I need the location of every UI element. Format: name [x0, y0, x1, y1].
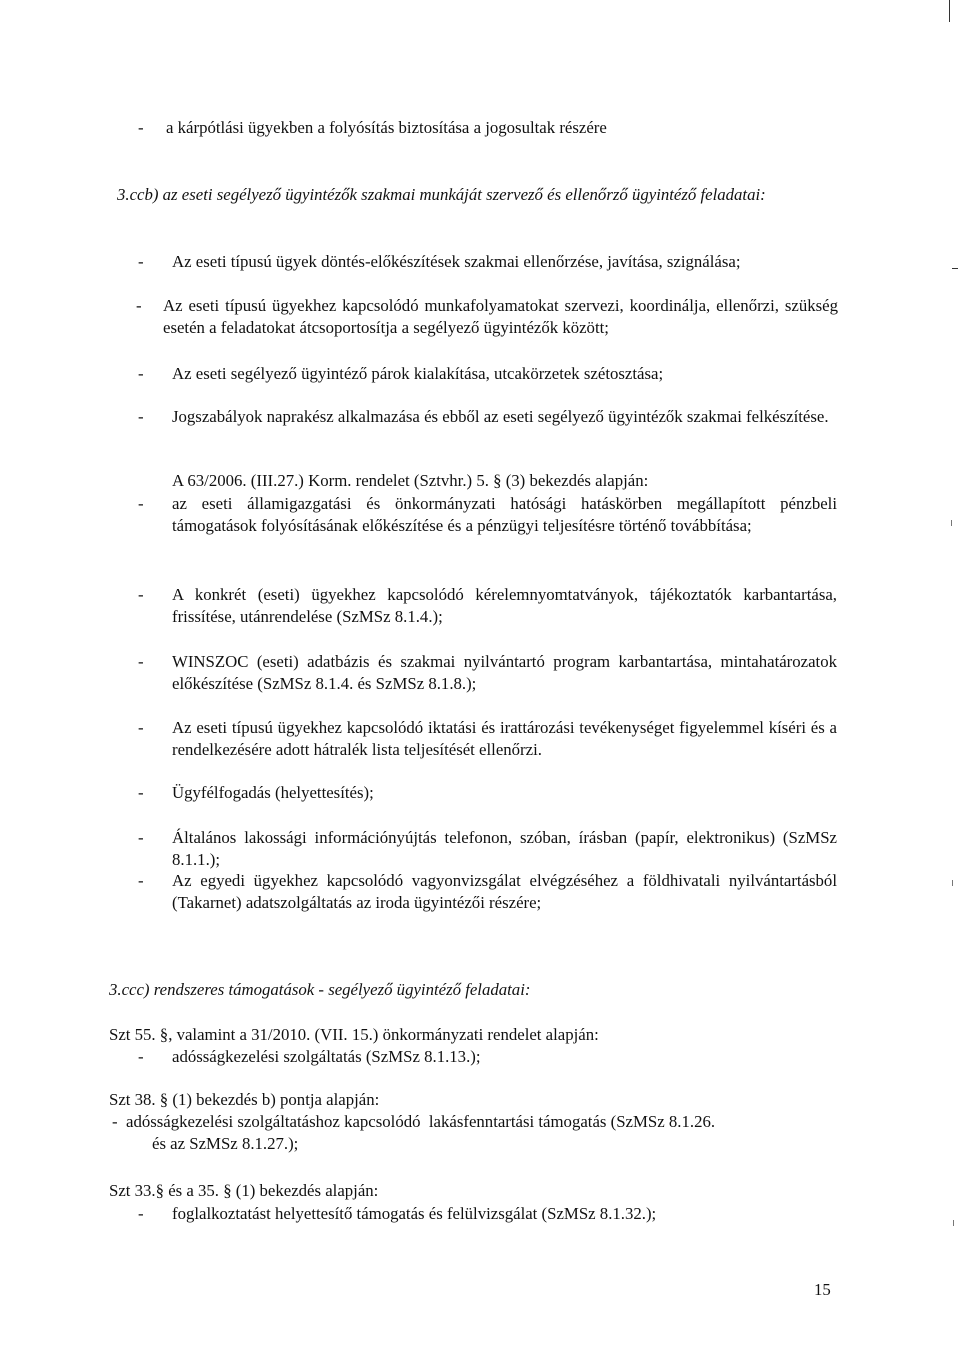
list-item: Jogszabályok naprakész alkalmazása és ebből az eseti segélyező ügyintézők szakmai felkészítése.	[172, 407, 829, 426]
bullet-dash: -	[138, 871, 144, 890]
legal-reference: Szt 33.§ és a 35. § (1) bekezdés alapján:	[109, 1181, 379, 1200]
section-heading: 3.ccb) az eseti segélyező ügyintézők szakmai munkáját szervező és ellenőrző ügyintéző feladatai:	[117, 185, 766, 204]
bullet-dash: -	[112, 1112, 118, 1131]
bullet-dash: -	[138, 407, 144, 426]
bullet-dash: -	[138, 783, 144, 802]
scan-edge-mark	[951, 520, 952, 526]
list-item-continuation: és az SzMSz 8.1.27.);	[152, 1134, 299, 1153]
list-item: Az egyedi ügyekhez kapcsolódó vagyonvizsgálat elvégzéséhez a földhivatali nyilvántartásból (Takarnet) adatszolgáltatás az iroda ügyintézői részére;	[172, 871, 837, 912]
bullet-dash: -	[138, 1047, 144, 1066]
bullet-dash: -	[138, 828, 144, 847]
scan-edge-line	[952, 268, 958, 269]
legal-reference: A 63/2006. (III.27.) Korm. rendelet (Sztvhr.) 5. § (3) bekezdés alapján:	[172, 471, 649, 490]
scan-edge-line	[949, 0, 950, 22]
list-item-text: Az eseti típusú ügyekhez kapcsolódó munkafolyamatokat szervezi, koordinálja, ellenőrzi, szükség esetén a feladatokat átcsoportosítja a segélyező ügyintézők között;	[163, 296, 838, 337]
scan-edge-mark	[952, 880, 953, 886]
list-item: Az eseti típusú ügyekhez kapcsolódó iktatási és irattározási tevékenységet figyelemmel kíséri és a rendelkezésére adott hátralék lista teljesítését ellenőrzi.	[172, 718, 837, 759]
list-item: adósságkezelési szolgáltatáshoz kapcsolódó lakásfenntartási támogatás (SzMSz 8.1.26.	[126, 1112, 716, 1131]
list-item: Az eseti segélyező ügyintéző párok kialakítása, utcakörzetek szétosztása;	[172, 364, 664, 383]
list-item: az eseti államigazgatási és önkormányzati hatósági hatáskörben megállapított pénzbeli támogatások folyósításának előkészítése és a pénzügyi teljesítésre történő továbbítása;	[172, 494, 837, 535]
bullet-dash: -	[138, 494, 144, 513]
list-item: foglalkoztatást helyettesítő támogatás és felülvizsgálat (SzMSz 8.1.32.);	[172, 1204, 657, 1223]
list-item: Ügyfélfogadás (helyettesítés);	[172, 783, 374, 802]
legal-reference: Szt 55. §, valamint a 31/2010. (VII. 15.) önkormányzati rendelet alapján:	[109, 1025, 599, 1044]
bullet-dash: -	[138, 652, 144, 671]
bullet-dash: -	[138, 118, 144, 137]
list-item: A konkrét (eseti) ügyekhez kapcsolódó kérelemnyomtatványok, tájékoztatók karbantartása, frissítése, utánrendelése (SzMSz 8.1.4.);	[172, 585, 837, 626]
bullet-dash: -	[138, 1204, 144, 1223]
bullet-dash: -	[138, 252, 144, 271]
legal-reference: Szt 38. § (1) bekezdés b) pontja alapján:	[109, 1090, 380, 1109]
bullet-dash: -	[138, 364, 144, 383]
list-item: adósságkezelési szolgáltatás (SzMSz 8.1.13.);	[172, 1047, 481, 1066]
list-item	[163, 295, 838, 339]
list-item: a kárpótlási ügyekben a folyósítás biztosítása a jogosultak részére	[166, 118, 607, 137]
list-item: Az eseti típusú ügyek döntés-előkészítések szakmai ellenőrzése, javítása, szignálása;	[172, 252, 741, 271]
list-item: WINSZOC (eseti) adatbázis és szakmai nyilvántartó program karbantartása, mintahatározatok előkészítése (SzMSz 8.1.4. és SzMSz 8.1.8.);	[172, 652, 837, 693]
bullet-dash: -	[138, 718, 144, 737]
section-heading: 3.ccc) rendszeres támogatások - segélyező ügyintéző feladatai:	[109, 980, 531, 999]
bullet-dash: -	[138, 585, 144, 604]
bullet-dash: -	[136, 296, 142, 315]
list-item: Általános lakossági információnyújtás telefonon, szóban, írásban (papír, elektronikus) (SzMSz 8.1.1.);	[172, 828, 837, 869]
scan-edge-mark	[953, 1220, 954, 1226]
page-number: 15	[814, 1280, 831, 1299]
